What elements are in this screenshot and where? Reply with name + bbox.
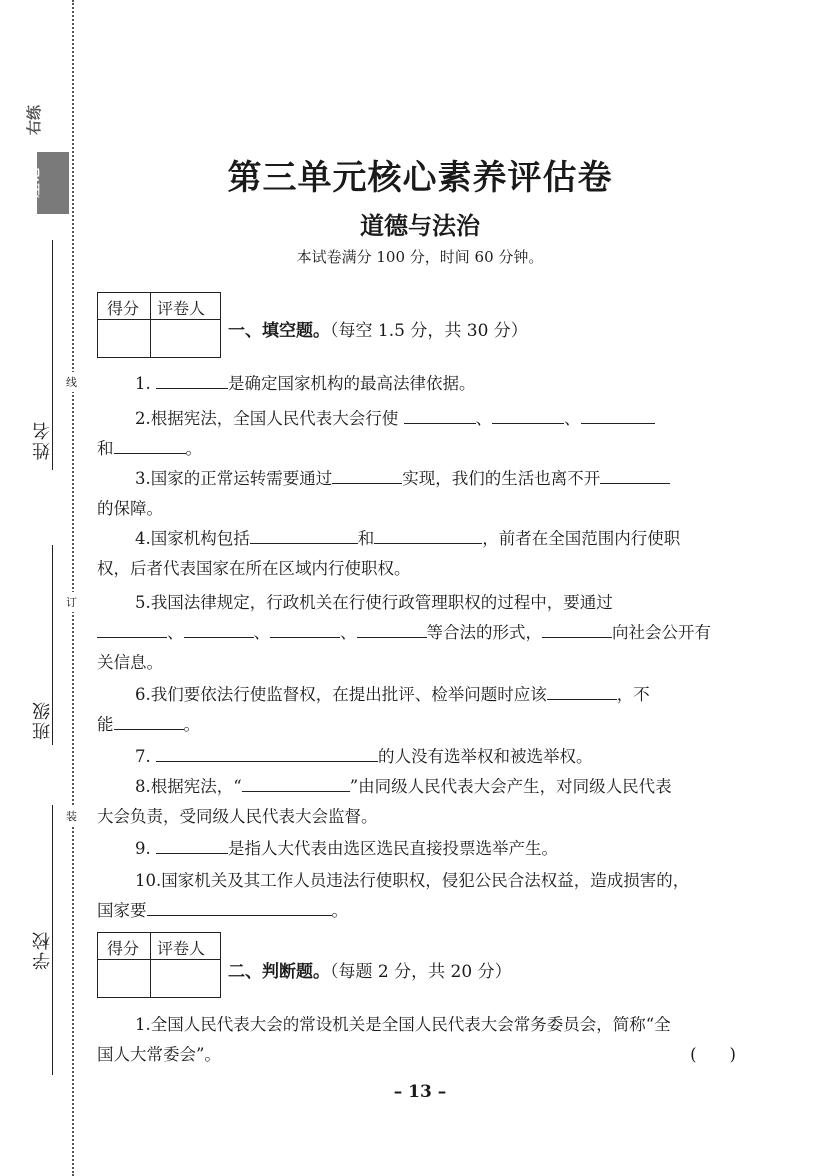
exam-subtitle: 道德与法治 [360, 212, 480, 240]
svg-text:左记: 左记 [24, 167, 42, 199]
section-1-title: 一、填空题。 [228, 321, 330, 341]
answer-parentheses: ( ) [690, 1045, 736, 1064]
answer-blank[interactable] [156, 835, 228, 854]
answer-blank[interactable] [547, 681, 617, 700]
score-box-1 [97, 292, 221, 358]
question-5: 5.我国法律规定，行政机关在行使行政管理职权的过程中，要通过 、 、 、 等合法的形式， 向社会公开有 关信息。 [97, 593, 711, 672]
answer-blank[interactable] [600, 465, 670, 484]
answer-blank[interactable] [270, 619, 340, 638]
question-10: 10.国家机关及其工作人员违法行使职权，侵犯公民合法权益，造成损害的， 国家要 。 [97, 871, 690, 920]
answer-blank[interactable] [156, 743, 378, 762]
grader-label: 评卷人 [157, 939, 206, 958]
answer-blank[interactable] [184, 619, 254, 638]
answer-blank[interactable] [404, 405, 476, 424]
answer-blank[interactable] [114, 435, 186, 454]
school-label: 学校 [32, 930, 53, 970]
answer-blank[interactable] [250, 525, 358, 544]
answer-blank[interactable] [581, 405, 655, 424]
answer-blank[interactable] [147, 897, 332, 916]
answer-blank[interactable] [114, 711, 184, 730]
question-7: 7. 的人没有选举权和被选举权。 [97, 742, 780, 772]
section-2-title: 二、判断题。 [228, 962, 330, 982]
question-3: 3.国家的正常运转需要通过 实现，我们的生活也离不开 的保障。 [97, 464, 742, 524]
answer-blank[interactable] [156, 370, 228, 389]
section-1-heading [228, 316, 528, 341]
judge-question-1: 1.全国人民代表大会的常设机关是全国人民代表大会常务委员会，简称“全 国人大常委会”。 ( ) [97, 1010, 742, 1070]
score-label: 得分 [107, 299, 140, 318]
question-6: 6.我们要依法行使监督权，在提出批评、检举问题时应该 ，不 能 。 [97, 680, 742, 740]
grader-label: 评卷人 [157, 299, 206, 318]
score-box-2 [97, 932, 221, 998]
page-number: – 13 – [393, 1082, 447, 1102]
section-2-heading [228, 957, 512, 982]
answer-blank[interactable] [242, 773, 350, 792]
score-label: 得分 [107, 939, 140, 958]
bind-mark-ding: 订 [66, 592, 77, 612]
exam-note: 本试卷满分 100 分，时间 60 分钟。 [296, 248, 544, 266]
answer-blank[interactable] [492, 405, 564, 424]
answer-blank[interactable] [374, 525, 482, 544]
question-2: 2.根据宪法，全国人民代表大会行使 、 、 和 。 [97, 404, 742, 464]
question-9: 9. 是指人大代表由选区选民直接投票选举产生。 [97, 834, 780, 864]
bind-mark-zhuang: 装 [66, 806, 77, 826]
exam-title: 第三单元核心素养评估卷 [227, 158, 613, 198]
name-label: 姓名 [32, 420, 53, 460]
svg-text:右练: 右练 [25, 104, 43, 136]
answer-blank[interactable] [357, 619, 427, 638]
section-2-note: （每题 2 分，共 20 分） [330, 962, 512, 982]
section-1-note: （每空 1.5 分，共 30 分） [330, 321, 528, 341]
answer-blank[interactable] [97, 619, 167, 638]
answer-blank[interactable] [332, 465, 402, 484]
answer-blank[interactable] [542, 619, 612, 638]
question-4: 4.国家机构包括 和 ，前者在全国范围内行使职 权，后者代表国家在所在区域内行使职权。 [97, 524, 742, 584]
bind-mark-xian: 线 [66, 372, 77, 392]
class-label: 班级 [32, 700, 53, 740]
question-8: 8.根据宪法，“ ”由同级人民代表大会产生，对同级人民代表 大会负责，受同级人民代表大会监督。 [97, 772, 742, 832]
question-1: 1. 是确定国家机构的最高法律依据。 [97, 369, 780, 399]
